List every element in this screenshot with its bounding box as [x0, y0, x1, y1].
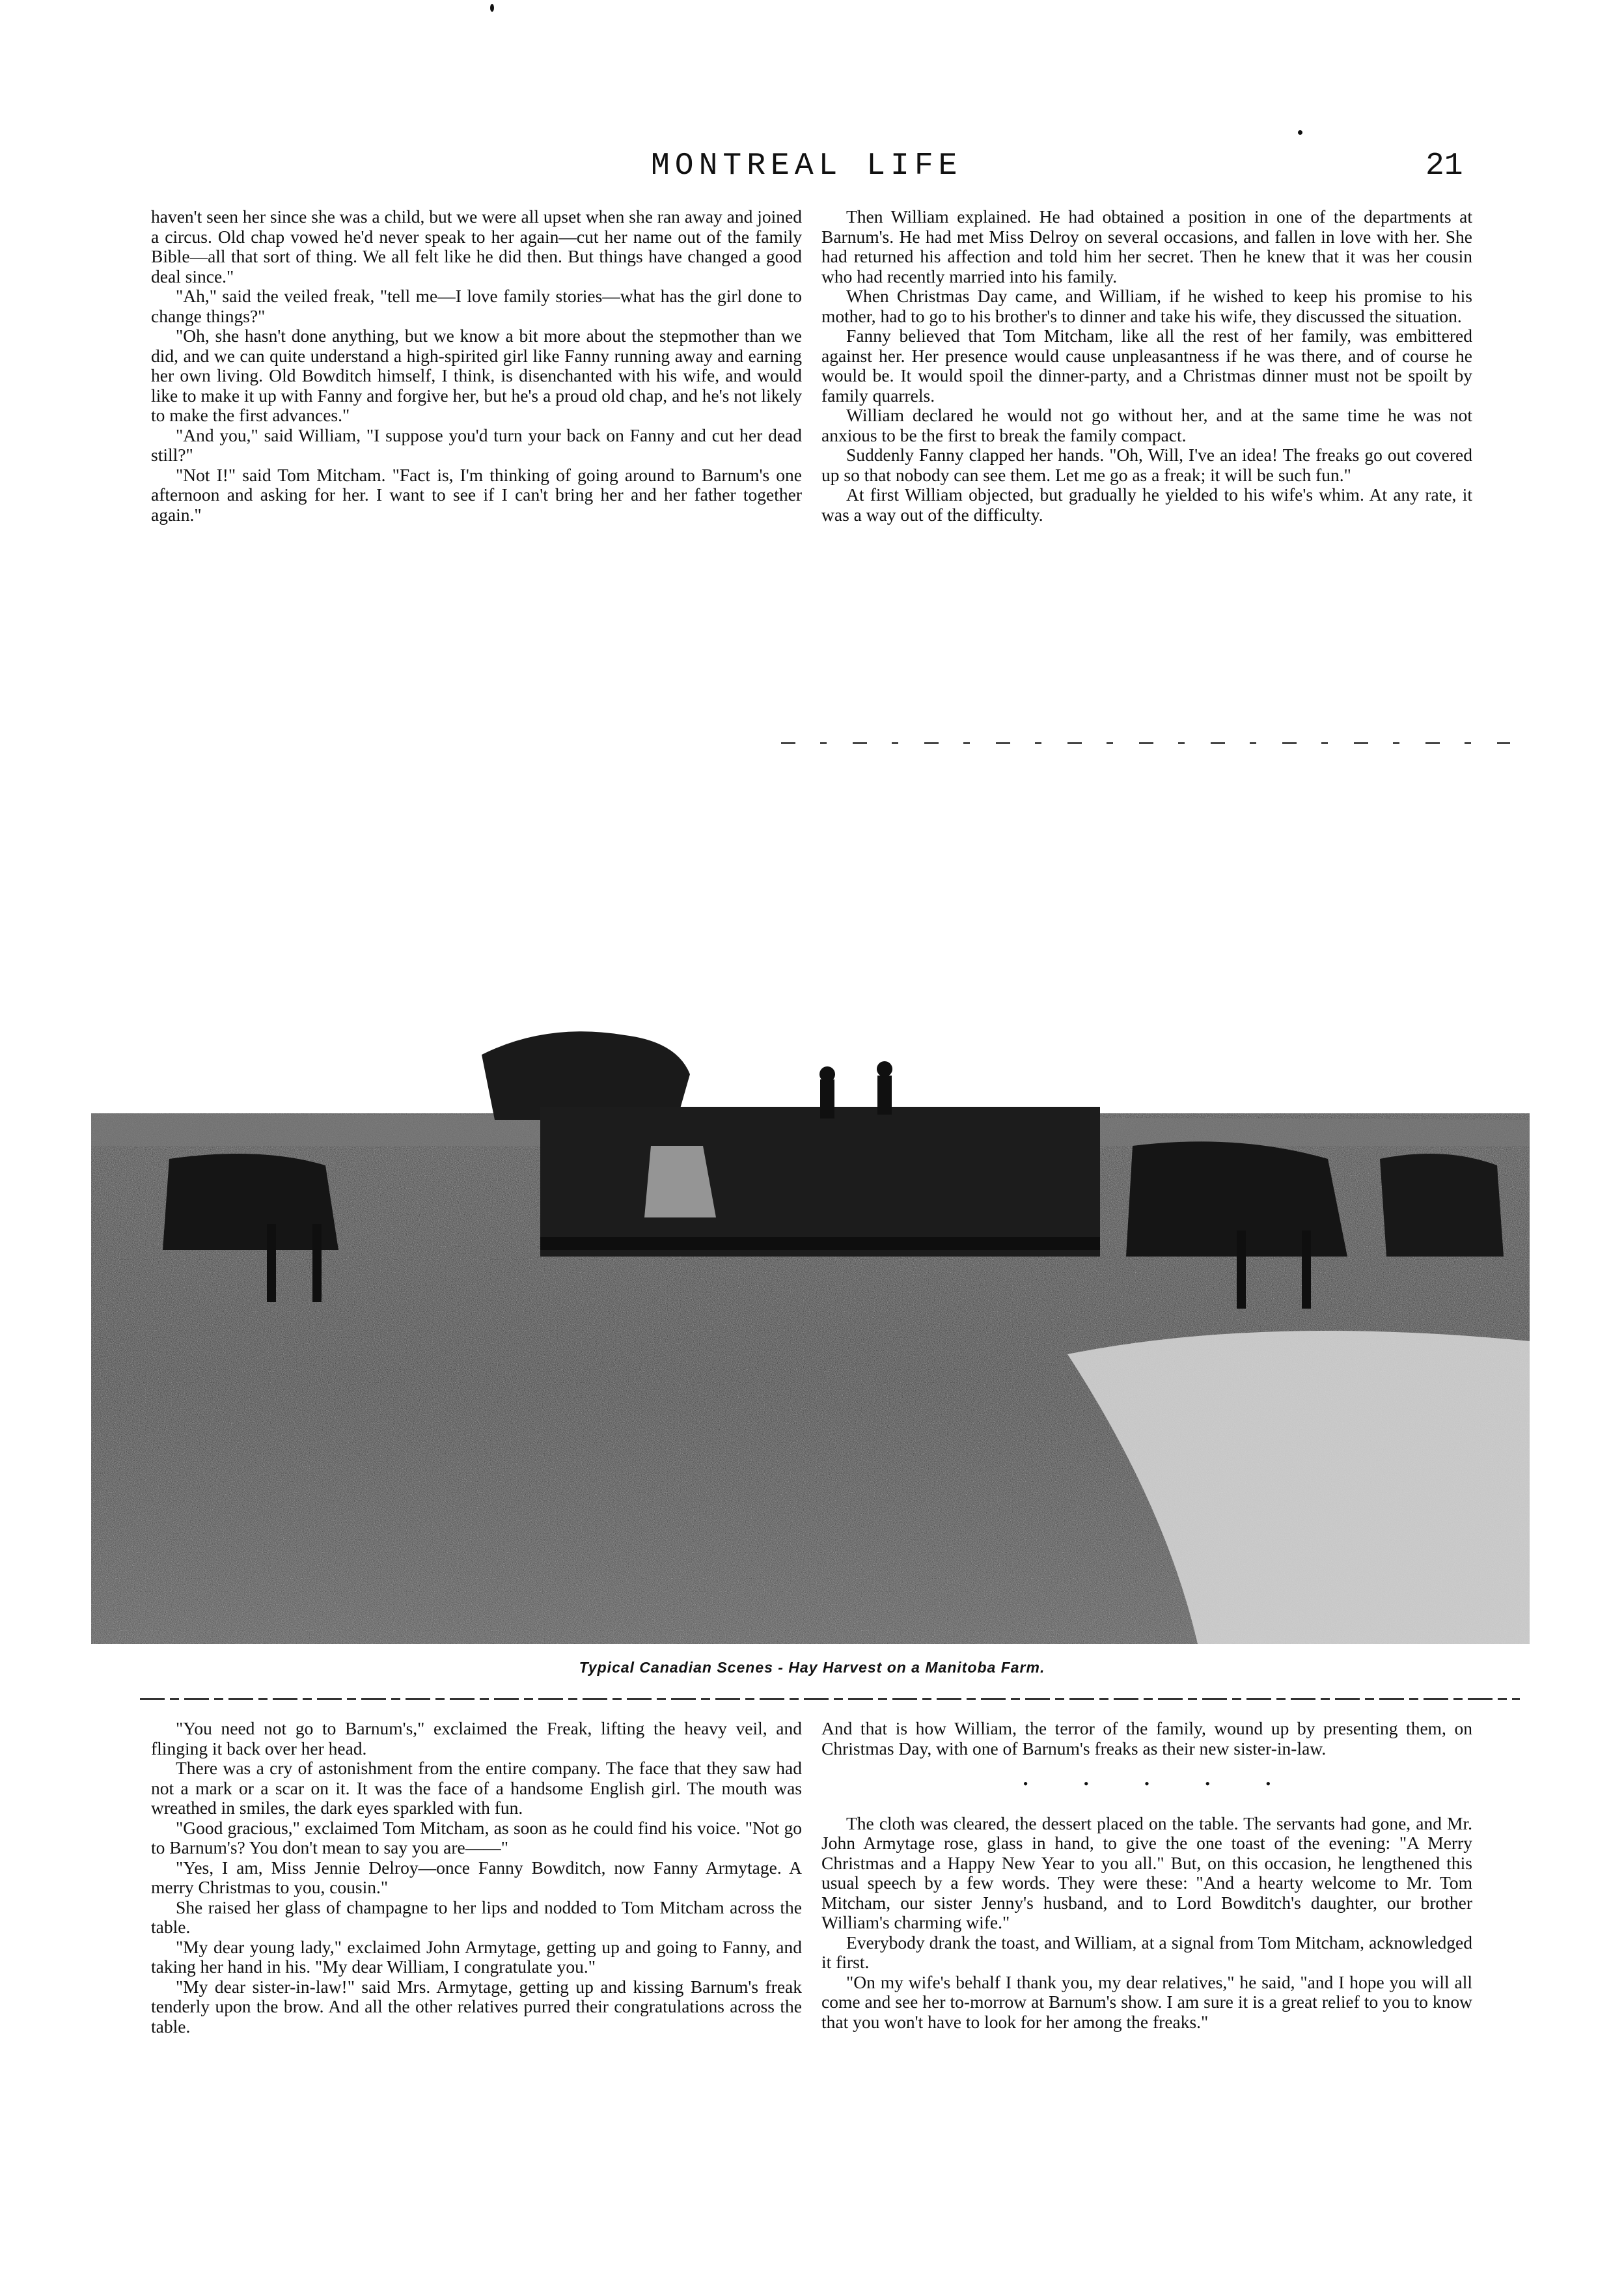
paragraph: "Yes, I am, Miss Jennie Delroy—once Fanny Bowditch, now Fanny Armytage. A merry Christmas to you, cousin." — [151, 1857, 802, 1897]
paragraph: The cloth was cleared, the dessert placed on the table. The servants had gone, and Mr. John Armytage rose, glass in hand, to give the one toast of the evening: "A Merry Christmas and a Happy New Year to you all." But, on this occasion, he lengthened this usual speech by a few words. They were these: "And a hearty welcome to Mr. Tom Mitcham, our sister Jenny's husband, and to Lord Bowditch's daughter, our brother William's charming wife." — [821, 1813, 1472, 1932]
section-ornament: • • • • • — [1023, 1775, 1297, 1792]
paragraph: William declared he would not go without her, and at the same time he was not anxious to be the first to break the family compact. — [821, 405, 1472, 445]
hay-harvest-illustration — [91, 951, 1530, 1644]
article-column-top-right — [821, 207, 1472, 525]
paragraph: "Ah," said the veiled freak, "tell me—I love family stories—what has the girl done to change things?" — [151, 286, 802, 326]
paragraph: "My dear young lady," exclaimed John Armytage, getting up and going to Fanny, and taking her hand in his. "My dear William, I congratulate you." — [151, 1936, 802, 1977]
paragraph: Suddenly Fanny clapped her hands. "Oh, Will, I've an idea! The freaks go out covered up so that nobody can see them. Let me go as a freak; it will be such fun." — [821, 445, 1472, 485]
paragraph: "On my wife's behalf I thank you, my dear relatives," he said, "and I hope you will all come and see her to-morrow at Barnum's show. I am sure it is a great relief to you to know that you won't have to look for her among the freaks." — [821, 1971, 1472, 2032]
paragraph: "Oh, she hasn't done anything, but we know a bit more about the stepmother than we did, and we can quite understand a high-spirited girl like Fanny running away and earning her own living. Old Bowditch himself, I think, is disenchanted with his wife, and would like to make it up with Fanny and forgive her, but he's a proud old chap, and he's not likely to make the first advances." — [151, 326, 802, 425]
article-column-bottom-left — [151, 1719, 802, 2037]
paragraph: "And you," said William, "I suppose you'd turn your back on Fanny and cut her dead still?" — [151, 424, 802, 465]
paragraph: "You need not go to Barnum's," exclaimed the Freak, lifting the heavy veil, and flinging it back over her head. — [151, 1718, 802, 1759]
paragraph: And that is how William, the terror of the family, wound up by presenting them, on Christmas Day, with one of Barnum's freaks as their new sister-in-law. — [821, 1718, 1472, 1759]
hay-harvest-photo — [91, 951, 1530, 1644]
paragraph: When Christmas Day came, and William, if he wished to keep his promise to his mother, had to go to his brother's to dinner and take his wife, they discussed the situation. — [821, 286, 1472, 326]
page-header — [0, 148, 1624, 188]
paragraph: Everybody drank the toast, and William, at a signal from Tom Mitcham, acknowledged it first. — [821, 1932, 1472, 1972]
paragraph: "Not I!" said Tom Mitcham. "Fact is, I'm thinking of going around to Barnum's one afternoon and asking for her. I want to see if I can't bring her and her father together again." — [151, 464, 802, 525]
paragraph: "My dear sister-in-law!" said Mrs. Armytage, getting up and kissing Barnum's freak tenderly upon the brow. And all the other relatives purred their congratulations across the table. — [151, 1976, 802, 2037]
section-rule-top — [781, 742, 1510, 744]
running-title: MONTREAL LIFE — [651, 148, 963, 184]
paragraph: Then William explained. He had obtained a position in one of the departments at Barnum's. He had met Miss Delroy on several occasions, and fallen in love with her. She had returned his affection and told him her secret. Then he knew that it was her cousin who had recently married into his family. — [821, 206, 1472, 286]
paragraph: Fanny believed that Tom Mitcham, like all the rest of her family, was embittered against her. Her presence would cause unpleasantness if he was there, and of course he would be. It would spoil the dinner-party, and a Christmas dinner must not be spoilt by family quarrels. — [821, 326, 1472, 406]
paragraph: haven't seen her since she was a child, but we were all upset when she ran away and joined a circus. Old chap vowed he'd never speak to her again—cut her name out of the family Bible—all that sort of thing. We all felt like he did then. But things have changed a good deal since." — [151, 206, 802, 286]
article-column-bottom-right — [821, 1719, 1472, 2032]
paragraph: There was a cry of astonishment from the entire company. The face that they saw had not a mark or a scar on it. It was the face of a handsome English girl. The mouth was wreathed in smiles, the dark eyes sparkled with fun. — [151, 1758, 802, 1818]
section-rule-bottom — [140, 1698, 1520, 1700]
photo-caption: Typical Canadian Scenes - Hay Harvest on a Manitoba Farm. — [579, 1659, 1045, 1676]
article-column-top-left — [151, 207, 802, 525]
paragraph: She raised her glass of champagne to her lips and nodded to Tom Mitcham across the table. — [151, 1897, 802, 1937]
paragraph: At first William objected, but gradually he yielded to his wife's whim. At any rate, it was a way out of the difficulty. — [821, 484, 1472, 525]
paragraph: "Good gracious," exclaimed Tom Mitcham, as soon as he could find his voice. "Not go to Barnum's? You don't mean to say you are——" — [151, 1817, 802, 1857]
page-number: 21 — [1425, 148, 1463, 184]
